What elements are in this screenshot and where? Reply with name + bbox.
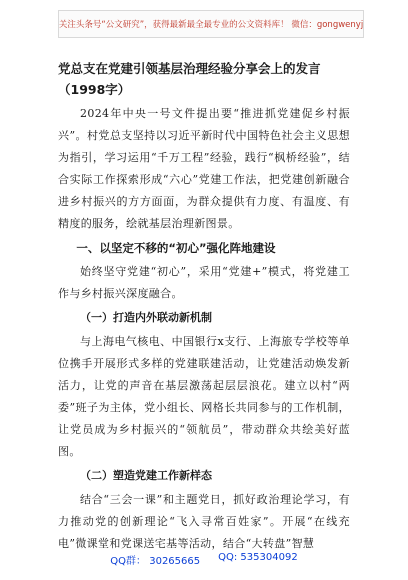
subsection-1-text: 与上海电气核电、中国银行x支行、上海旅专学校等单位携手开展形式多样的党建联建活动，让党建活动焕发新活力，让党的声音在基层激荡起层层浪花。建立以村“两委”班子为主体，党小组长、网格长共同参与的工作机制，让党员成为乡村振兴的“领航员”，带动群众共绘美好蓝图。 (58, 335, 350, 458)
promo-banner (58, 10, 364, 38)
section-heading-1: 一、以坚定不移的“初心”强化阵地建设 (76, 241, 276, 255)
subsection-2-text: 结合“三会一课”和主题党日，抓好政治理论学习，有力推动党的创新理论“飞入寻常百姓家”。开展“在线充电”微课堂和党课送宅基等活动，结合“大转盘”智慧 (58, 493, 350, 550)
promo-banner-text: 关注头条号“公文研究”，获得最新最全最专业的公文资料库！ 微信：gongwenyj (58, 20, 364, 30)
contact-footer (0, 552, 408, 567)
document-body (58, 58, 350, 555)
intro-paragraph: 2024年中央一号文件提出要“推进抓党建促乡村振兴”。村党总支坚持以习近平新时代中国特色社会主义思想为指引，学习运用“千万工程”经验，践行“枫桥经验”，结合实际工作探索形成“六心”党建工作法，把党建创新融合进乡村振兴的方方面面，为群众提供有力度、有温度、有精度的服务，绘就基层治理新图景。 (58, 107, 350, 230)
qq-number: QQ: 535304092 (218, 552, 298, 563)
subsection-heading-2: （二）塑造党建工作新样态 (80, 469, 212, 482)
subsection-heading-1: （一）打造内外联动新机制 (80, 311, 212, 324)
qq-group-number: QQ群： 30265665 (110, 556, 201, 567)
document-title: 党总支在党建引领基层治理经验分享会上的发言（1998字） (58, 61, 321, 97)
section-1-intro: 始终坚守党建“初心”，采用“党建+”模式，将党建工作与乡村振兴深度融合。 (58, 265, 350, 300)
